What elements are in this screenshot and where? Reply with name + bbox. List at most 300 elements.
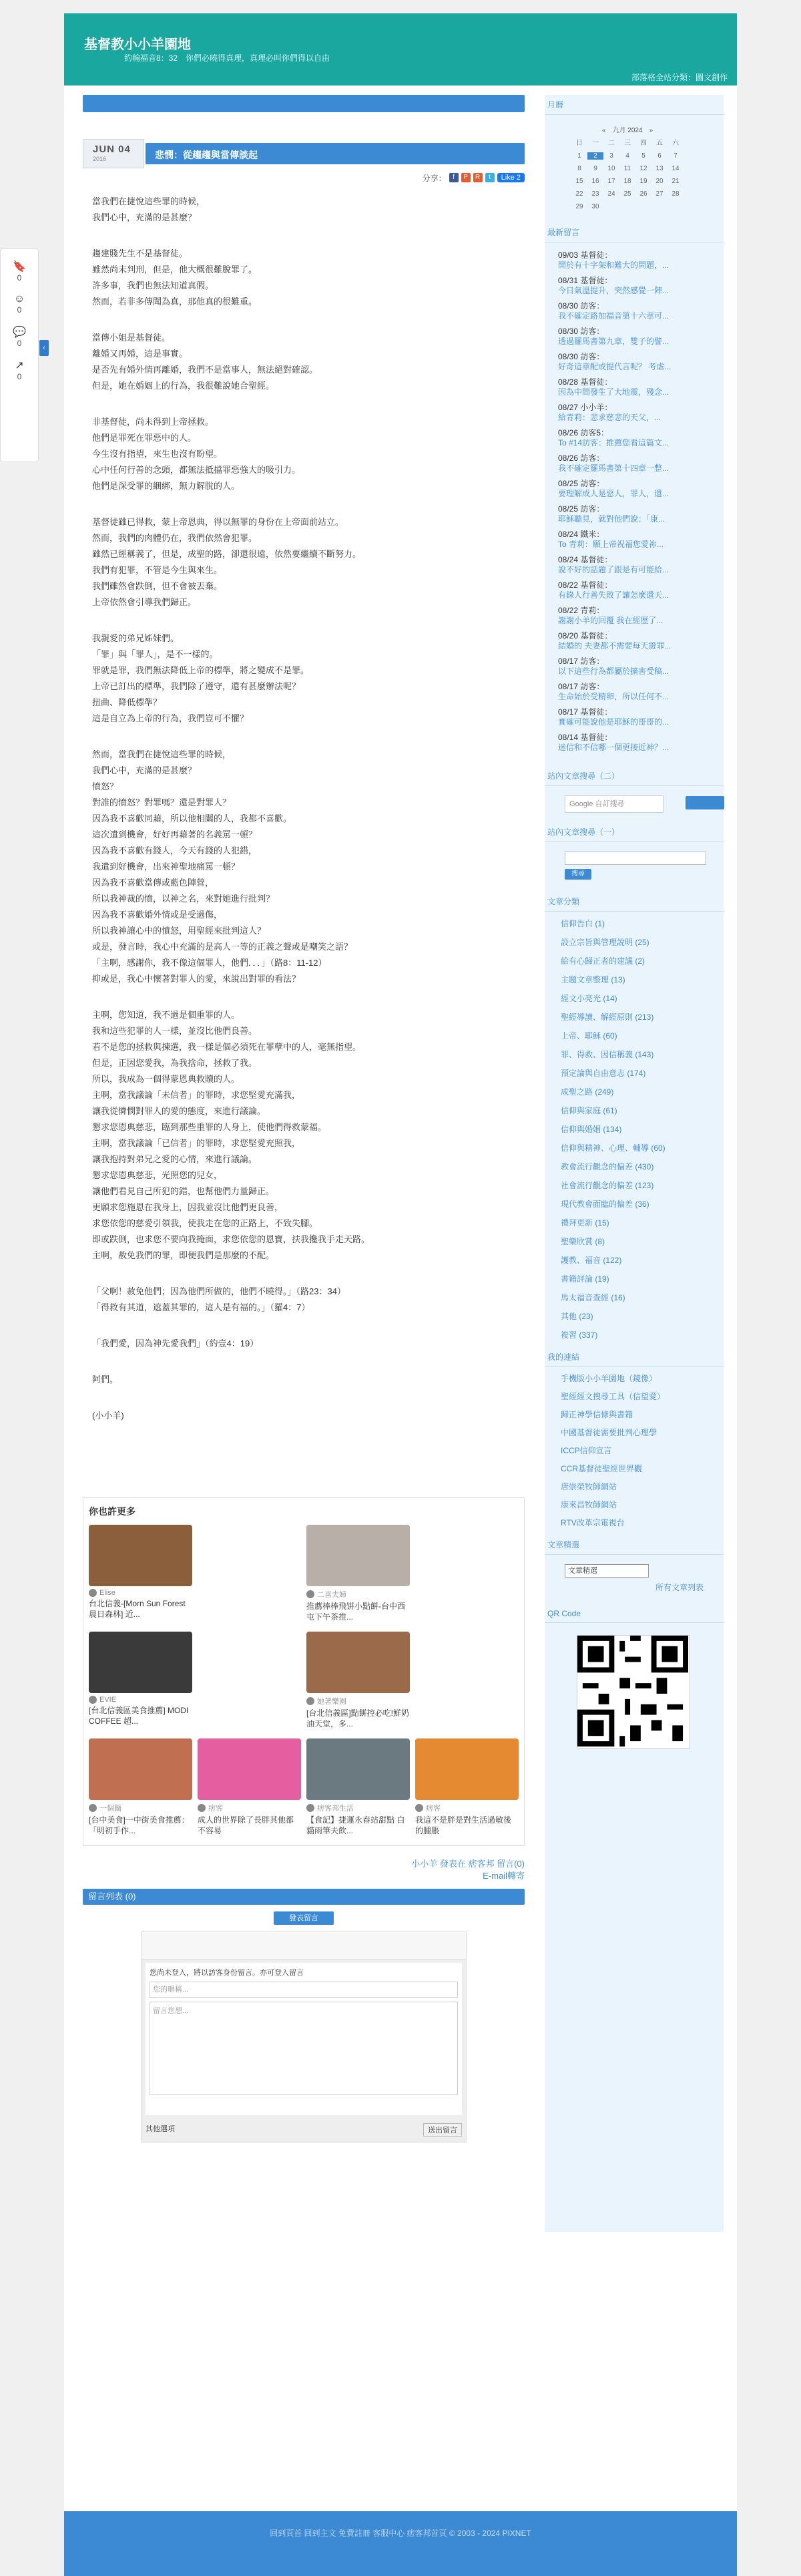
sidebar-link[interactable]: 唐崇榮牧師網站 [561, 1482, 617, 1491]
author-avatar [89, 1696, 97, 1704]
comment-header: 留言列表 (0) [83, 1889, 525, 1905]
category-item[interactable]: 教會流行觀念的偏差 (430) [561, 1162, 654, 1171]
article-line: 「主啊，感謝你，我不像這個罪人，他們．．．」（路8：11-12） [92, 958, 327, 968]
sidebar-link[interactable]: CCR基督徒聖經世界觀 [561, 1464, 642, 1473]
recent-comment-link[interactable]: 我不確定路加福音第十六章可... [558, 311, 670, 321]
article-line: 憤怒？ [92, 781, 119, 791]
recent-comment [558, 682, 710, 702]
face-icon: ☺ [13, 293, 25, 305]
all-posts-link[interactable]: 所有文章列表 [655, 1583, 704, 1592]
calendar-day[interactable]: 5 [641, 152, 645, 160]
category-item[interactable]: 信仰與精神、心理、輔導 (60) [561, 1143, 665, 1153]
article-paragraph [92, 1284, 525, 1316]
calendar-day[interactable]: 26 [639, 190, 647, 198]
calendar-day[interactable]: 20 [655, 178, 663, 185]
article-paragraph [92, 514, 525, 610]
recommend-card [198, 1525, 301, 1622]
article-line: 讓我抱持對弟兄之愛的心情，來進行議論。 [92, 1154, 258, 1164]
recommend-card[interactable] [198, 1738, 301, 1836]
footer-links[interactable]: 回到頁首 回到主文 免費註冊 客服中心 痞客邦首頁 © 2003 - 2024 PIXNET [270, 2529, 531, 2538]
plurk-share-icon[interactable]: P [461, 173, 471, 182]
article-line: 離婚又再婚，這是事實。 [92, 349, 188, 359]
recent-comment-link[interactable]: 我不確定羅馬書第十四章一整... [558, 464, 670, 473]
floating-comment-button[interactable] [1, 325, 38, 348]
calendar-day[interactable]: 8 [577, 165, 581, 172]
sidebar-link[interactable]: 康來昌牧師網站 [561, 1500, 617, 1509]
article-line: 即或跌倒，也求您不要向我掩面，求您依您的恩寶，扶我攙我手走天路。 [92, 1234, 370, 1244]
recent-comment-link[interactable]: 好奇這章配或提代言呢？ 考虐... [558, 362, 672, 371]
calendar-weekday: 五 [656, 140, 663, 147]
calendar-day[interactable]: 29 [575, 203, 583, 210]
article-line: (小小羊) [92, 1411, 124, 1421]
site-description: 約翰福音8：32 你們必曉得真理，真理必叫你們得以自由 [124, 53, 330, 63]
article-line: 但是，正因您愛我，為我捨命，拯救了我。 [92, 1058, 258, 1068]
recommend-author-name: 痞客 [208, 1805, 223, 1813]
article-line: 「罪」與「罪人」，是不一樣的。 [92, 649, 218, 659]
category-item[interactable]: 信仰與家庭 (61) [561, 1106, 617, 1115]
recent-comment-author: 08/28 基督徒： [558, 377, 613, 387]
archive-select[interactable]: 文章精選 [565, 1564, 649, 1578]
article-line: 懇求您恩典慈悲，臨到那些重罪的人身上，使他們得救蒙福。 [92, 1122, 327, 1132]
recent-comment [558, 631, 710, 651]
recommend-title-text[interactable]: 【食記】捷運永春站甜點 白貓雨筆夫飲... [306, 1815, 405, 1835]
calendar [571, 124, 684, 210]
recommend-author-name: 一個鍋 [99, 1805, 121, 1813]
recent-comment-link[interactable]: 今日氣溫提升，突然感覺一陣... [558, 286, 670, 295]
article-line: 這次遣到機會，好好再藉著的名義罵一頓？ [92, 830, 258, 840]
recent-comment-author: 08/14 基督徒： [558, 733, 613, 742]
recent-comments-list [545, 242, 724, 766]
share-label: 分享： [422, 173, 447, 183]
recent-comment-author: 09/03 基督徒： [558, 250, 613, 260]
category-item[interactable]: 預定論與自由意志 (174) [561, 1069, 646, 1078]
calendar-weekday: 三 [624, 140, 631, 147]
recent-comment [558, 530, 710, 550]
calendar-day[interactable]: 11 [623, 165, 631, 172]
recent-comment-link[interactable]: 有錄人行善失敗了讓怎麼遣天... [558, 590, 670, 600]
author-avatar [89, 1589, 97, 1597]
calendar-day[interactable]: 22 [575, 190, 583, 198]
collapse-toggle[interactable]: ‹ [39, 340, 49, 356]
recommend-author-name: 她著樂園 [317, 1698, 346, 1706]
recommend-author [306, 1803, 410, 1813]
comment-login-note: 您尚未登入，將以訪客身份留言。亦可登入留言 [150, 1969, 304, 1977]
share-row [423, 171, 525, 184]
article-paragraph [92, 630, 525, 727]
category-item[interactable]: 馬太福音查經 (16) [561, 1293, 625, 1302]
article-line: 主啊，赦免我們的罪，即便我們是那麼的不配。 [92, 1250, 275, 1260]
recent-comment-link[interactable]: To 青莉：願上帝祝福您愛祢... [558, 540, 664, 549]
recommend-author [89, 1803, 192, 1813]
recommend-title: 你也許更多 [89, 1506, 136, 1517]
category-item[interactable]: 信仰與婚姻 (134) [561, 1125, 622, 1134]
calendar-day[interactable]: 23 [591, 190, 599, 198]
article-paragraph [92, 1336, 525, 1352]
sidebar [545, 95, 724, 2232]
site-category-link[interactable]: 圖文創作 [695, 73, 728, 82]
article-line: 然而，若非多傳聞為真，那他真的很難重。 [92, 297, 258, 307]
article-line: 阿們。 [92, 1374, 119, 1385]
article-line: 是否先有婚外情再離婚，我們不是當事人，無法絕對確認。 [92, 365, 318, 375]
twitter-share-icon[interactable]: t [485, 173, 495, 182]
recent-comment [558, 707, 710, 727]
category-item[interactable]: 書籍評論 (19) [561, 1274, 609, 1284]
recent-comment-link[interactable]: 結婚的 夫妻都不需要每天證罪... [558, 641, 672, 651]
article-line: 基督徒雖已得救，蒙上帝恩典，得以無罪的身份在上帝面前站立。 [92, 517, 344, 527]
sidebar-link[interactable]: 歸正神學信條與書籍 [561, 1410, 633, 1419]
article-line: 許多事，我們也無法知道真假。 [92, 281, 214, 291]
category-item[interactable]: 複習 (337) [561, 1330, 598, 1340]
recent-comment-link[interactable]: 耶穌聽見，就對他們說：「康... [558, 514, 665, 524]
article-paragraph [92, 1372, 525, 1388]
calendar-day[interactable]: 28 [672, 190, 680, 198]
category-item[interactable]: 上帝、耶穌 (60) [561, 1031, 617, 1041]
comment-form [141, 1931, 467, 2143]
article-paragraph [92, 414, 525, 494]
category-item[interactable]: 成聖之路 (249) [561, 1087, 614, 1097]
calendar-day[interactable]: 18 [623, 178, 631, 185]
recommend-author-name: Elise [99, 1589, 115, 1597]
article-line: 因為我不喜歡當傳或藍色陣營， [92, 878, 214, 888]
recommend-thumbnail[interactable] [306, 1525, 410, 1586]
google-search-input[interactable] [565, 795, 663, 813]
article-paragraph [92, 1007, 525, 1264]
category-item[interactable]: 禮拜更新 (15) [561, 1218, 609, 1228]
article-line: 這是自立為上帝的行為，我們豈可不懼？ [92, 713, 249, 723]
recent-comment [558, 657, 710, 677]
article-line: 若不是您的拯救與揀選，我一樣是個必須死在罪孽中的人，毫無指望。 [92, 1042, 362, 1052]
month-heading: 月曆 [545, 95, 724, 115]
search2-heading: 站內文章搜尋（二） [545, 766, 724, 786]
author-avatar [306, 1804, 314, 1812]
sidebar-link[interactable]: 手機版小小羊園地（鏡像） [561, 1374, 657, 1383]
recent-comment-author: 08/30 訪客： [558, 327, 605, 336]
recent-comment [558, 276, 710, 296]
recent-comment-author: 08/26 訪客： [558, 453, 605, 463]
article-line: 讓他們看見自己所犯的錯，也幫他們力量歸正。 [92, 1186, 275, 1196]
calendar-weekday: 日 [576, 140, 583, 147]
article-line: 主啊，當我議論「已信者」的罪時，求您堅愛充照我， [92, 1138, 301, 1148]
google-search-button[interactable] [686, 796, 724, 809]
calendar-day[interactable]: 27 [655, 190, 663, 198]
bookmark-icon: 🔖 [13, 261, 26, 272]
article-line: 上帝依然會引導我們歸正。 [92, 597, 197, 607]
article-paragraph [92, 194, 525, 226]
comment-textarea[interactable]: 留言您想... [150, 2002, 458, 2095]
article-line: 「得救有其道，遮蓋其罪的，這人是有福的。」（羅4：7） [92, 1302, 310, 1312]
recent-comment-link[interactable]: 迷信和不信哪一個更接近神？... [558, 743, 670, 752]
recommend-author [306, 1589, 410, 1600]
recommend-thumbnail[interactable] [306, 1632, 410, 1693]
recent-comment [558, 733, 710, 753]
calendar-day[interactable]: 19 [639, 178, 647, 185]
recent-comment-author: 08/20 基督徒： [558, 631, 613, 640]
link-list [545, 1367, 724, 1528]
calendar-day[interactable]: 7 [674, 152, 678, 160]
calendar-grid [571, 137, 684, 210]
recent-comment-link[interactable]: To #14訪客：推薦您看這篇文... [558, 438, 670, 447]
post-comment-button[interactable]: 發表留言 [274, 1911, 334, 1925]
article-line: 非基督徒，尚未得到上帝拯救。 [92, 417, 214, 427]
article-line: 所以我神裁的憤，以神之名，來對她進行批判？ [92, 894, 275, 904]
calendar-weekday: 二 [608, 140, 615, 147]
category-item[interactable]: 給有心歸正者的建議 (2) [561, 956, 645, 966]
article-line: 但是，她在婚姻上的行為，我很難說她合聖經。 [92, 381, 275, 391]
search1-heading: 站內文章搜尋（一） [545, 822, 724, 842]
facebook-share-icon[interactable]: f [449, 173, 459, 182]
recommend-author [89, 1696, 192, 1704]
comment-form-inner [146, 1963, 462, 2115]
recommend-card[interactable] [89, 1632, 192, 1729]
article-line: 我們有犯罪，不管是今生與來生。 [92, 565, 223, 575]
sidebar-link[interactable]: 中國基督徒需要批判心理學 [561, 1428, 657, 1437]
post-meta [83, 1858, 525, 1882]
recent-comment-link[interactable]: 透過羅馬書第九章，雙子的譬... [558, 337, 670, 346]
article-line: 因為我不喜歡同藉，所以他相關的人，我都不喜歡。 [92, 813, 292, 823]
floating-action-bar [0, 248, 45, 462]
author-avatar [306, 1697, 314, 1705]
post-meta-line1[interactable]: 小小羊 發表在 痞客邦 留言(0) [411, 1859, 525, 1869]
category-item[interactable]: 其他 (23) [561, 1312, 593, 1321]
recent-comment-author: 08/31 基督徒： [558, 276, 613, 285]
site-category [631, 71, 728, 83]
calendar-day[interactable]: 25 [623, 190, 631, 198]
article-line: 我們雖然會跌倒，但不會被丟棄。 [92, 581, 223, 591]
recommend-title-text[interactable]: 我這不是胖是對生活過敏後的腫脹 [415, 1815, 512, 1835]
article-line: 我和這些犯罪的人一樣，並沒比他們良善。 [92, 1026, 258, 1036]
recommend-title-text[interactable]: 台北信義-[Morn Sun Forest 晨日森林] 近... [89, 1599, 186, 1619]
article-line: 我們心中，充滿的是甚麼？ [92, 765, 197, 775]
calendar-day[interactable]: 14 [672, 165, 680, 172]
comment-form-bottom [146, 2123, 462, 2137]
recommend-block [83, 1497, 525, 1846]
calendar-day[interactable]: 6 [657, 152, 661, 160]
article-line: 我遣到好機會，出來神聖地痛罵一頓？ [92, 862, 240, 872]
other-options-link[interactable]: 其他選項 [146, 2125, 175, 2133]
site-category-prefix: 部落格全站分類： [631, 73, 696, 82]
recent-comment-link[interactable]: 開於有十字架和難大的問題，... [558, 260, 670, 270]
post-body [83, 194, 525, 1424]
sidebar-link[interactable]: 聖經經文搜尋工具（信望愛） [561, 1392, 665, 1401]
article-line: 他們是深受罪的綑綁，無力解脫的人。 [92, 481, 240, 491]
article-line: 當傳小姐是基督徒。 [92, 333, 171, 343]
calendar-day[interactable]: 21 [672, 178, 680, 185]
recommend-card[interactable] [306, 1525, 410, 1622]
top-bar [83, 95, 525, 112]
calendar-day[interactable]: 2 [587, 152, 603, 160]
calendar-day[interactable]: 12 [639, 165, 647, 172]
recent-comment-author: 08/26 訪客5： [558, 428, 609, 437]
submit-comment-button[interactable]: 送出留言 [423, 2123, 462, 2137]
sidebar-link[interactable]: ICCP信仰宣言 [561, 1446, 612, 1455]
recent-comment [558, 555, 710, 575]
blog-page [64, 13, 737, 2576]
recent-comment [558, 352, 710, 372]
category-item[interactable]: 現代教會面臨的偏差 (36) [561, 1200, 649, 1209]
category-item[interactable]: 護教、福音 (122) [561, 1256, 622, 1265]
floating-bookmark-button[interactable] [1, 260, 38, 283]
article-line: 讓我從憐憫對罪人的愛的態度，來進行議論。 [92, 1106, 266, 1116]
rss-share-icon[interactable]: R [473, 173, 483, 182]
category-item[interactable]: 罪、得救、因信稱義 (143) [561, 1050, 654, 1059]
post-title[interactable]: 悲憫：從趨趨與當傳談起 [155, 150, 258, 160]
recent-comment [558, 428, 710, 448]
article-paragraph [92, 330, 525, 394]
recent-comment-author: 08/24 鐵米： [558, 530, 605, 539]
calendar-day[interactable]: 16 [591, 178, 599, 185]
recent-comment [558, 453, 710, 474]
category-item[interactable]: 信仰告白 (1) [561, 919, 605, 928]
recommend-title-text[interactable]: 推薦棒棒飛饼小點餅-台中西屯下午茶推... [306, 1602, 405, 1622]
recent-comment-link[interactable]: 生命始於受精卵，所以任何不... [558, 692, 670, 701]
site-search-button[interactable]: 搜尋 [565, 869, 591, 880]
post-date-md: JUN 04 [93, 144, 131, 155]
main-content [83, 95, 525, 2143]
recommend-card[interactable] [89, 1525, 192, 1622]
category-item[interactable]: 經文小亮光 (14) [561, 994, 617, 1003]
recommend-card[interactable] [306, 1632, 410, 1729]
google-search-label: Google 自訂搜尋 [569, 800, 625, 808]
article-line: 雖然已經稱義了，但是，成聖的路，卻還很遠，依然要繼續不斷努力。 [92, 549, 362, 559]
qr-heading: QR Code [545, 1605, 724, 1623]
recent-comment [558, 580, 710, 600]
calendar-day[interactable]: 10 [607, 165, 615, 172]
recommend-title-text[interactable]: [台北信義區]點餅控必吃!鮮奶油天堂，多... [306, 1708, 410, 1728]
recent-comment-author: 08/30 訪客： [558, 352, 605, 361]
recent-comments-heading: 最新留言 [545, 222, 724, 242]
category-item[interactable]: 設立宗旨與管理說明 (25) [561, 938, 649, 947]
article-line: 對誰的憤怒？對罪嗎？還是對罪人？ [92, 797, 232, 807]
recent-comment-author: 08/17 基督徒： [558, 707, 613, 717]
article-line: 扭曲、降低標準？ [92, 697, 162, 707]
recent-comment-link[interactable]: 因為中間發生了大地震，殘念... [558, 387, 670, 397]
recent-comment-author: 08/25 訪客： [558, 504, 605, 514]
site-search-input[interactable] [565, 852, 706, 865]
floating-share-button[interactable] [1, 359, 38, 381]
nickname-input[interactable]: 您的暱稱... [150, 1982, 458, 1998]
recent-comment-link[interactable]: 以下這些行為都屬於擴害受稿... [558, 667, 670, 676]
recommend-thumbnail[interactable] [89, 1632, 192, 1693]
site-header [64, 13, 737, 85]
floating-face-button[interactable] [1, 293, 38, 315]
category-item[interactable]: 聖經導讀、解經原則 (213) [561, 1013, 654, 1022]
article-line: 我們心中，充滿的是甚麼？ [92, 212, 197, 222]
recent-comment [558, 403, 710, 423]
share-icon: ↗ [15, 360, 24, 371]
article-line: 他們是罪死在罪惡中的人。 [92, 433, 197, 443]
sidebar-link[interactable]: RTV改革宗電視台 [561, 1518, 625, 1527]
article-line: 更願求您施恩在我身上，因我並沒比他們更良善， [92, 1202, 284, 1212]
recommend-thumbnail[interactable] [306, 1738, 410, 1800]
recent-comment-link[interactable]: 實確可能說他是耶穌的哥哥的... [558, 717, 670, 727]
calendar-day[interactable]: 13 [655, 165, 663, 172]
post-meta-line2[interactable]: E-mail轉寄 [483, 1871, 525, 1881]
recent-comment-link[interactable]: 謝謝小羊的回覆 我在經歷了... [558, 616, 663, 625]
article-paragraph [92, 1408, 525, 1424]
comment-form-top [142, 1932, 466, 1960]
recommend-grid [89, 1525, 519, 1836]
article-line: 抑或是，我心中懷著對罪人的愛，來說出對罪的看法？ [92, 974, 301, 984]
facebook-like-button[interactable]: Like 2 [497, 173, 525, 182]
article-line: 因為我不喜歡有錢人，今天有錢的人犯錯， [92, 846, 258, 856]
article-line: 上帝已訂出的標準，我們除了遵守，還有甚麼辦法呢？ [92, 681, 301, 691]
recent-comment-link[interactable]: 要理解成人是惡人，罪人，遣... [558, 489, 670, 498]
article-line: 主啊，當我議論「未信者」的罪時，求您堅愛充滿我， [92, 1090, 301, 1100]
recommend-card [415, 1632, 519, 1729]
recent-comment-author: 08/30 訪客： [558, 301, 605, 311]
article-line: 懇求您恩典慈悲，光照您的兒女， [92, 1170, 223, 1180]
recent-comment-author: 08/27 小小羊： [558, 403, 613, 412]
category-item[interactable]: 主題文章整理 (13) [561, 975, 625, 984]
recommend-author [198, 1803, 301, 1813]
post-date-year: 2016 [93, 156, 107, 162]
recommend-author [306, 1696, 410, 1706]
calendar-weekday: 一 [592, 140, 599, 147]
footer [64, 2511, 737, 2576]
recent-comment-author: 08/17 訪客： [558, 657, 605, 666]
recent-comment-link[interactable]: 給青莉：悲求慈悲的天父，... [558, 413, 661, 422]
recent-comment-author: 08/17 訪客： [558, 682, 605, 691]
floating-count: 0 [17, 339, 22, 348]
calendar-day[interactable]: 3 [609, 152, 613, 160]
recommend-thumbnail[interactable] [415, 1738, 519, 1800]
recommend-thumbnail[interactable] [198, 1738, 301, 1800]
recent-comment [558, 377, 710, 397]
calendar-day[interactable]: 15 [575, 178, 583, 185]
recent-comment [558, 606, 710, 626]
recommend-title-text[interactable]: [台北信義區美食推薦] MODI COFFEE 超... [89, 1706, 189, 1726]
article-line: 趨建賤先生不是基督徒。 [92, 248, 188, 258]
recommend-thumbnail[interactable] [89, 1738, 192, 1800]
category-item[interactable]: 社會流行觀念的偏差 (123) [561, 1181, 654, 1190]
calendar-day[interactable]: 1 [577, 152, 581, 160]
article-line: 「我們愛，因為神先愛我們」（約壹4：19） [92, 1338, 259, 1348]
category-list [545, 912, 724, 1342]
recommend-title-text[interactable]: [台中美食]一中街美食推薦：「明初手作... [89, 1815, 190, 1835]
recommend-title-text[interactable]: 成人的世界除了長胖其他都不容易 [198, 1815, 294, 1835]
recommend-card[interactable] [306, 1738, 410, 1836]
calendar-day[interactable]: 24 [607, 190, 615, 198]
calendar-title[interactable]: « 九月 2024 » [601, 127, 653, 134]
article-line: 所以，我成為一個得蒙恩典救贖的人。 [92, 1074, 240, 1084]
article-line: 所以我神讓心中的憤怒，用聖經來批判這人？ [92, 926, 266, 936]
article-line: 主啊，您知道，我不過是個重罪的人。 [92, 1010, 240, 1020]
site-title[interactable]: 基督教小小羊園地 [84, 37, 191, 52]
calendar-weekday: 四 [640, 140, 647, 147]
recommend-author [415, 1803, 519, 1813]
author-avatar [198, 1804, 206, 1812]
calendar-day[interactable]: 4 [625, 152, 629, 160]
recommend-thumbnail[interactable] [89, 1525, 192, 1586]
post-date [83, 139, 144, 168]
category-item[interactable]: 聖樂欣賞 (8) [561, 1237, 605, 1246]
article-line: 今生沒有指望，來生也沒有盼望。 [92, 449, 223, 459]
recommend-card [198, 1632, 301, 1729]
article-line: 然而，我們的肉體仍在，我們依然會犯罪。 [92, 533, 258, 543]
post-header [83, 139, 525, 183]
recommend-card[interactable] [89, 1738, 192, 1836]
calendar-day[interactable]: 17 [607, 178, 615, 185]
recommend-author-name: EVIE [99, 1696, 117, 1704]
calendar-day[interactable]: 30 [591, 203, 599, 210]
recent-comment [558, 504, 710, 524]
article-line: 然而，當我們在捷悅這些罪的時候， [92, 749, 232, 759]
recommend-card[interactable] [415, 1738, 519, 1836]
article-line: 心中任何行善的念頭，都無法抵擋罪惡強大的吸引力。 [92, 465, 301, 475]
calendar-weekday: 六 [672, 140, 679, 147]
recent-comment-link[interactable]: 說不好的話題了跟是有可能給... [558, 565, 670, 574]
calendar-day[interactable]: 9 [593, 165, 597, 172]
